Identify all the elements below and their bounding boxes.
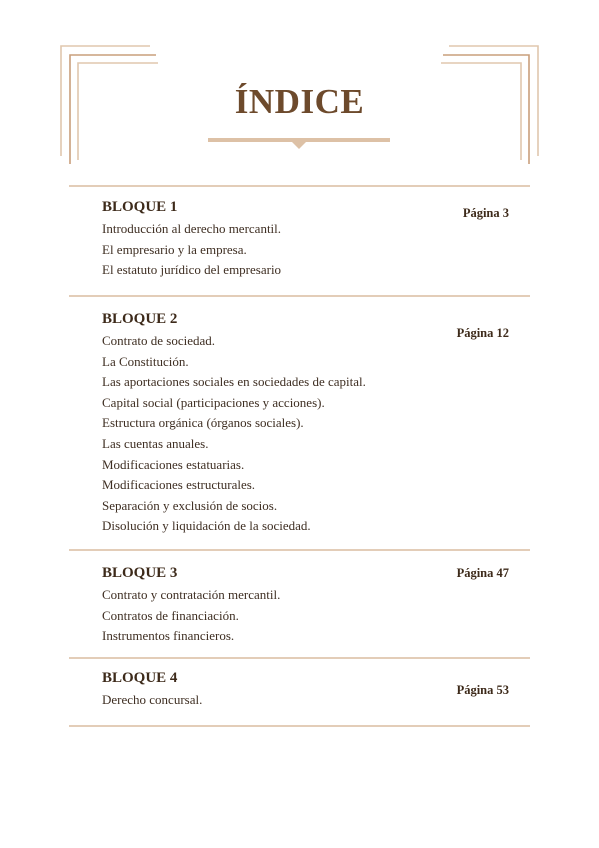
block-title: BLOQUE 4 [102,670,178,686]
list-item: Introducción al derecho mercantil. [102,221,282,236]
list-item: Modificaciones estatuarias. [102,456,245,472]
list-item: Separación y exclusión de socios. [102,497,278,513]
list-item: La Constitución. [102,353,189,369]
block-2 [102,310,522,537]
divider [69,295,530,297]
page-number: Página 47 [456,566,509,580]
list-item: Contratos de financiación. [102,607,239,623]
block-title: BLOQUE 1 [102,199,178,215]
list-item: Derecho concursal. [102,692,203,707]
list-item: El empresario y la empresa. [102,241,247,257]
list-item: Contrato y contratación mercantil. [102,587,281,602]
list-item: Las aportaciones sociales en sociedades de capital. [102,374,366,390]
list-item: Contrato de sociedad. [102,333,215,348]
list-item: Las cuentas anuales. [102,435,209,451]
list-item: El estatuto jurídico del empresario [102,262,282,278]
title-arrow-icon [292,142,306,149]
page-number: Página 53 [456,683,509,697]
list-item: Capital social (participaciones y acciones). [102,394,325,410]
list-item: Estructura orgánica (órganos sociales). [102,415,304,431]
list-item: Disolución y liquidación de la sociedad. [102,518,311,534]
divider [69,549,530,551]
list-item: Modificaciones estructurales. [102,477,256,493]
block-title: BLOQUE 2 [102,311,178,327]
divider [69,657,530,659]
block-1 [102,198,522,281]
divider [69,725,530,727]
list-item: Instrumentos financieros. [102,628,235,644]
page-title: ÍNDICE [234,82,365,121]
block-title: BLOQUE 3 [102,565,178,581]
divider [69,185,530,187]
page-number: Página 3 [462,206,509,220]
page-number: Página 12 [456,326,509,340]
